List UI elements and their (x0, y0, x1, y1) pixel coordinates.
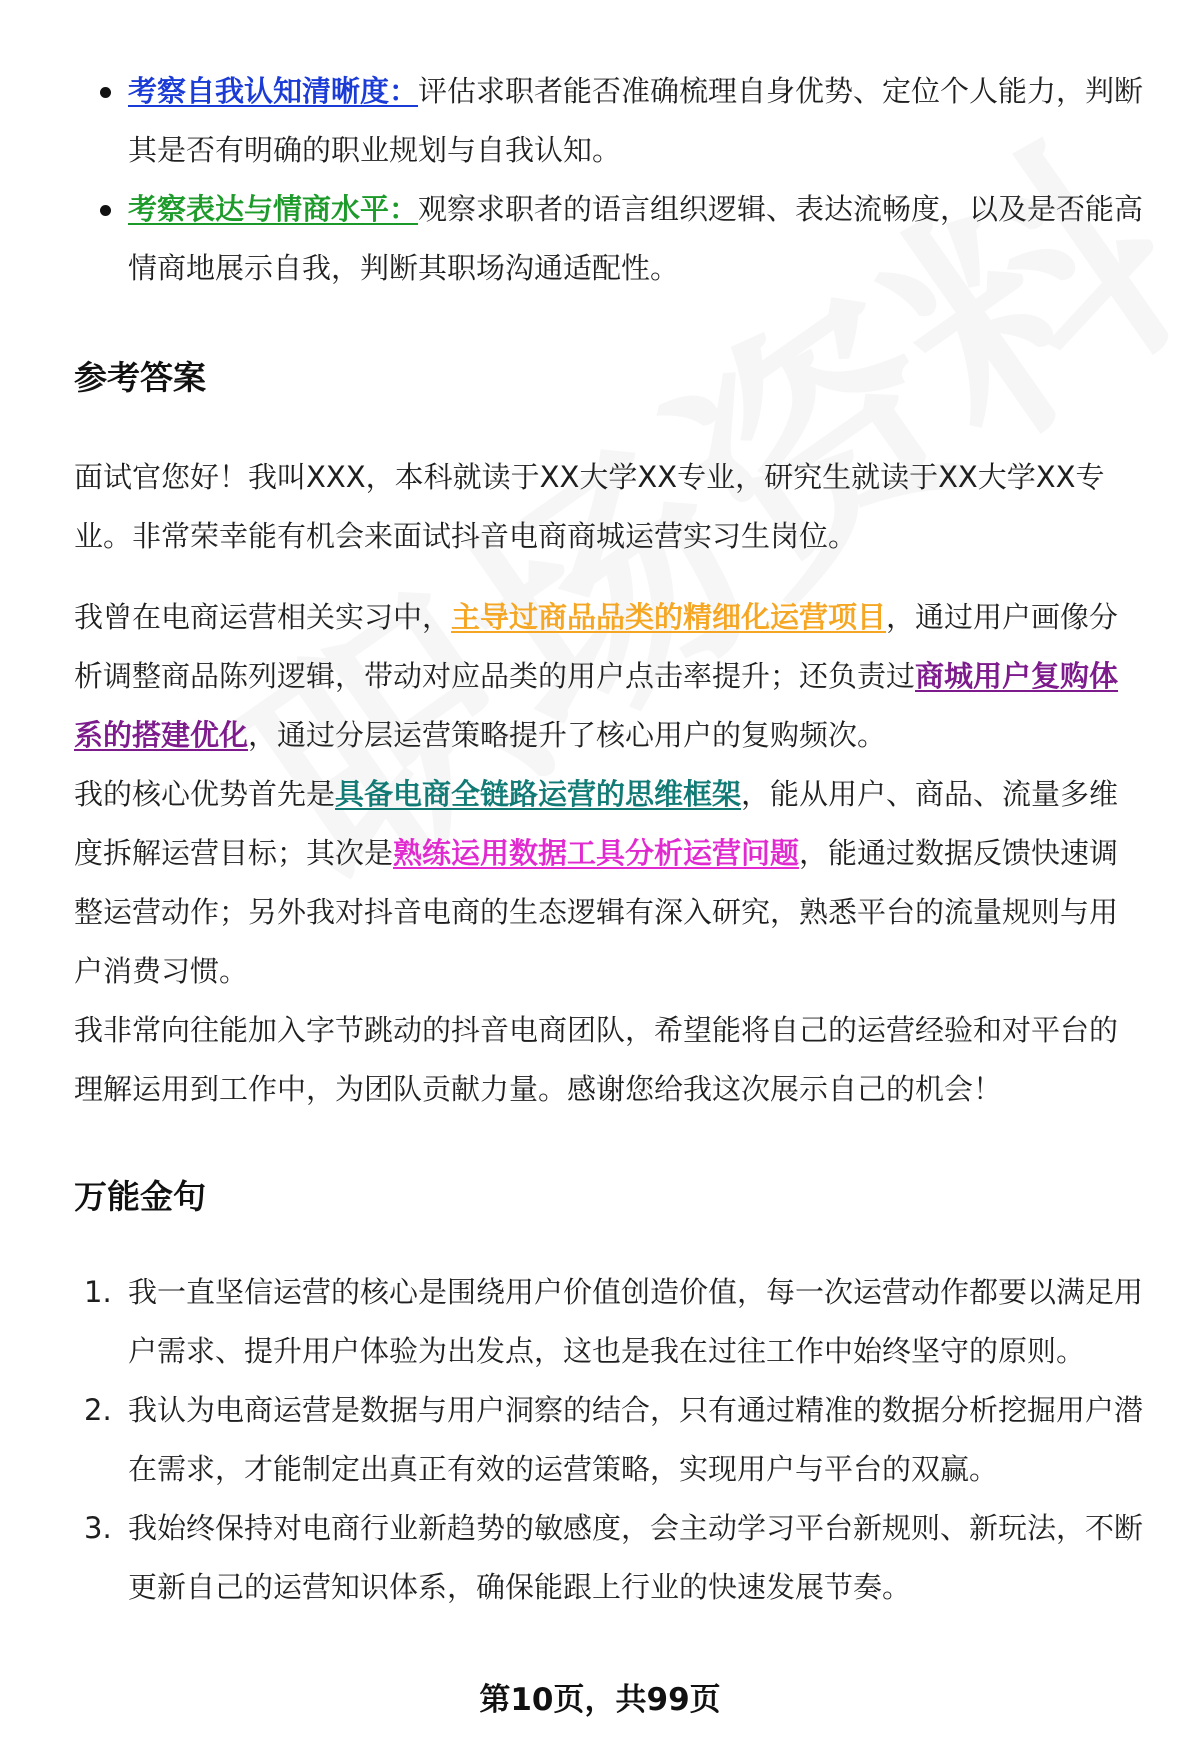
list-number: 2. (84, 1393, 112, 1427)
bullet-text: 观察求职者的语言组织逻辑、表达流畅度，以及是否能高情商地展示自我，判断其职场沟通适配性。 (128, 192, 1144, 285)
bullet-dot-icon (100, 87, 111, 98)
list-item (74, 62, 1146, 180)
list-item (74, 1381, 1146, 1499)
golden-sentences-list (74, 1263, 1146, 1617)
bullet-dot-icon (100, 205, 111, 216)
highlight-phrase: 主导过商品品类的精细化运营项目 (451, 600, 887, 634)
text-segment: ，通过用户画像分析调整商品陈列逻辑，带动对应品类的用户点击率提升；还负责过 (74, 600, 1119, 693)
text-segment: ，能通过数据反馈快速调整运营动作；另外我对抖音电商的生态逻辑有深入研究，熟悉平台的流量规则与用户消费习惯。 (74, 836, 1119, 988)
list-item-text: 我始终保持对电商行业新趋势的敏感度，会主动学习平台新规则、新玩法，不断更新自己的运营知识体系，确保能跟上行业的快速发展节奏。 (128, 1511, 1144, 1604)
list-item (74, 1263, 1146, 1381)
list-number: 3. (84, 1511, 112, 1545)
list-number: 1. (84, 1275, 112, 1309)
text-segment: 我的核心优势首先是 (74, 777, 336, 811)
bullet-label: 考察表达与情商水平： (128, 192, 419, 226)
answer-strengths (74, 765, 1146, 1001)
text-segment: ，通过分层运营策略提升了核心用户的复购频次。 (248, 718, 887, 752)
list-item-text: 我一直坚信运营的核心是围绕用户价值创造价值，每一次运营动作都要以满足用户需求、提升用户体验为出发点，这也是我在过往工作中始终坚守的原则。 (128, 1275, 1144, 1368)
answer-experience (74, 588, 1146, 765)
page-number: 第10页，共99页 (479, 1682, 721, 1718)
answer-closing: 我非常向往能加入字节跳动的抖音电商团队，希望能将自己的运营经验和对平台的理解运用到工作中，为团队贡献力量。感谢您给我这次展示自己的机会！ (74, 1013, 1119, 1106)
bullet-text: 评估求职者能否准确梳理自身优势、定位个人能力，判断其是否有明确的职业规划与自我认知。 (128, 74, 1144, 167)
highlight-phrase: 商城用户复购体系的搭建优化 (74, 659, 1119, 752)
highlight-phrase: 具备电商全链路运营的思维框架 (335, 777, 742, 811)
answer-intro: 面试官您好！我叫XXX，本科就读于XX大学XX专业，研究生就读于XX大学XX专业。非常荣幸能有机会来面试抖音电商商城运营实习生岗位。 (74, 460, 1105, 553)
document-body (74, 62, 1146, 1617)
list-item (74, 180, 1146, 298)
list-item (74, 1499, 1146, 1617)
section-heading-reference: 参考答案 (74, 358, 206, 397)
highlight-phrase: 熟练运用数据工具分析运营问题 (393, 836, 800, 870)
bullet-label: 考察自我认知清晰度： (128, 74, 419, 108)
evaluation-points-list (74, 62, 1146, 298)
section-heading-golden-sentences: 万能金句 (74, 1177, 206, 1216)
text-segment: ，能从用户、商品、流量多维度拆解运营目标；其次是 (74, 777, 1119, 870)
list-item-text: 我认为电商运营是数据与用户洞察的结合，只有通过精准的数据分析挖掘用户潜在需求，才能制定出真正有效的运营策略，实现用户与平台的双赢。 (128, 1393, 1144, 1486)
text-segment: 我曾在电商运营相关实习中， (74, 600, 452, 634)
